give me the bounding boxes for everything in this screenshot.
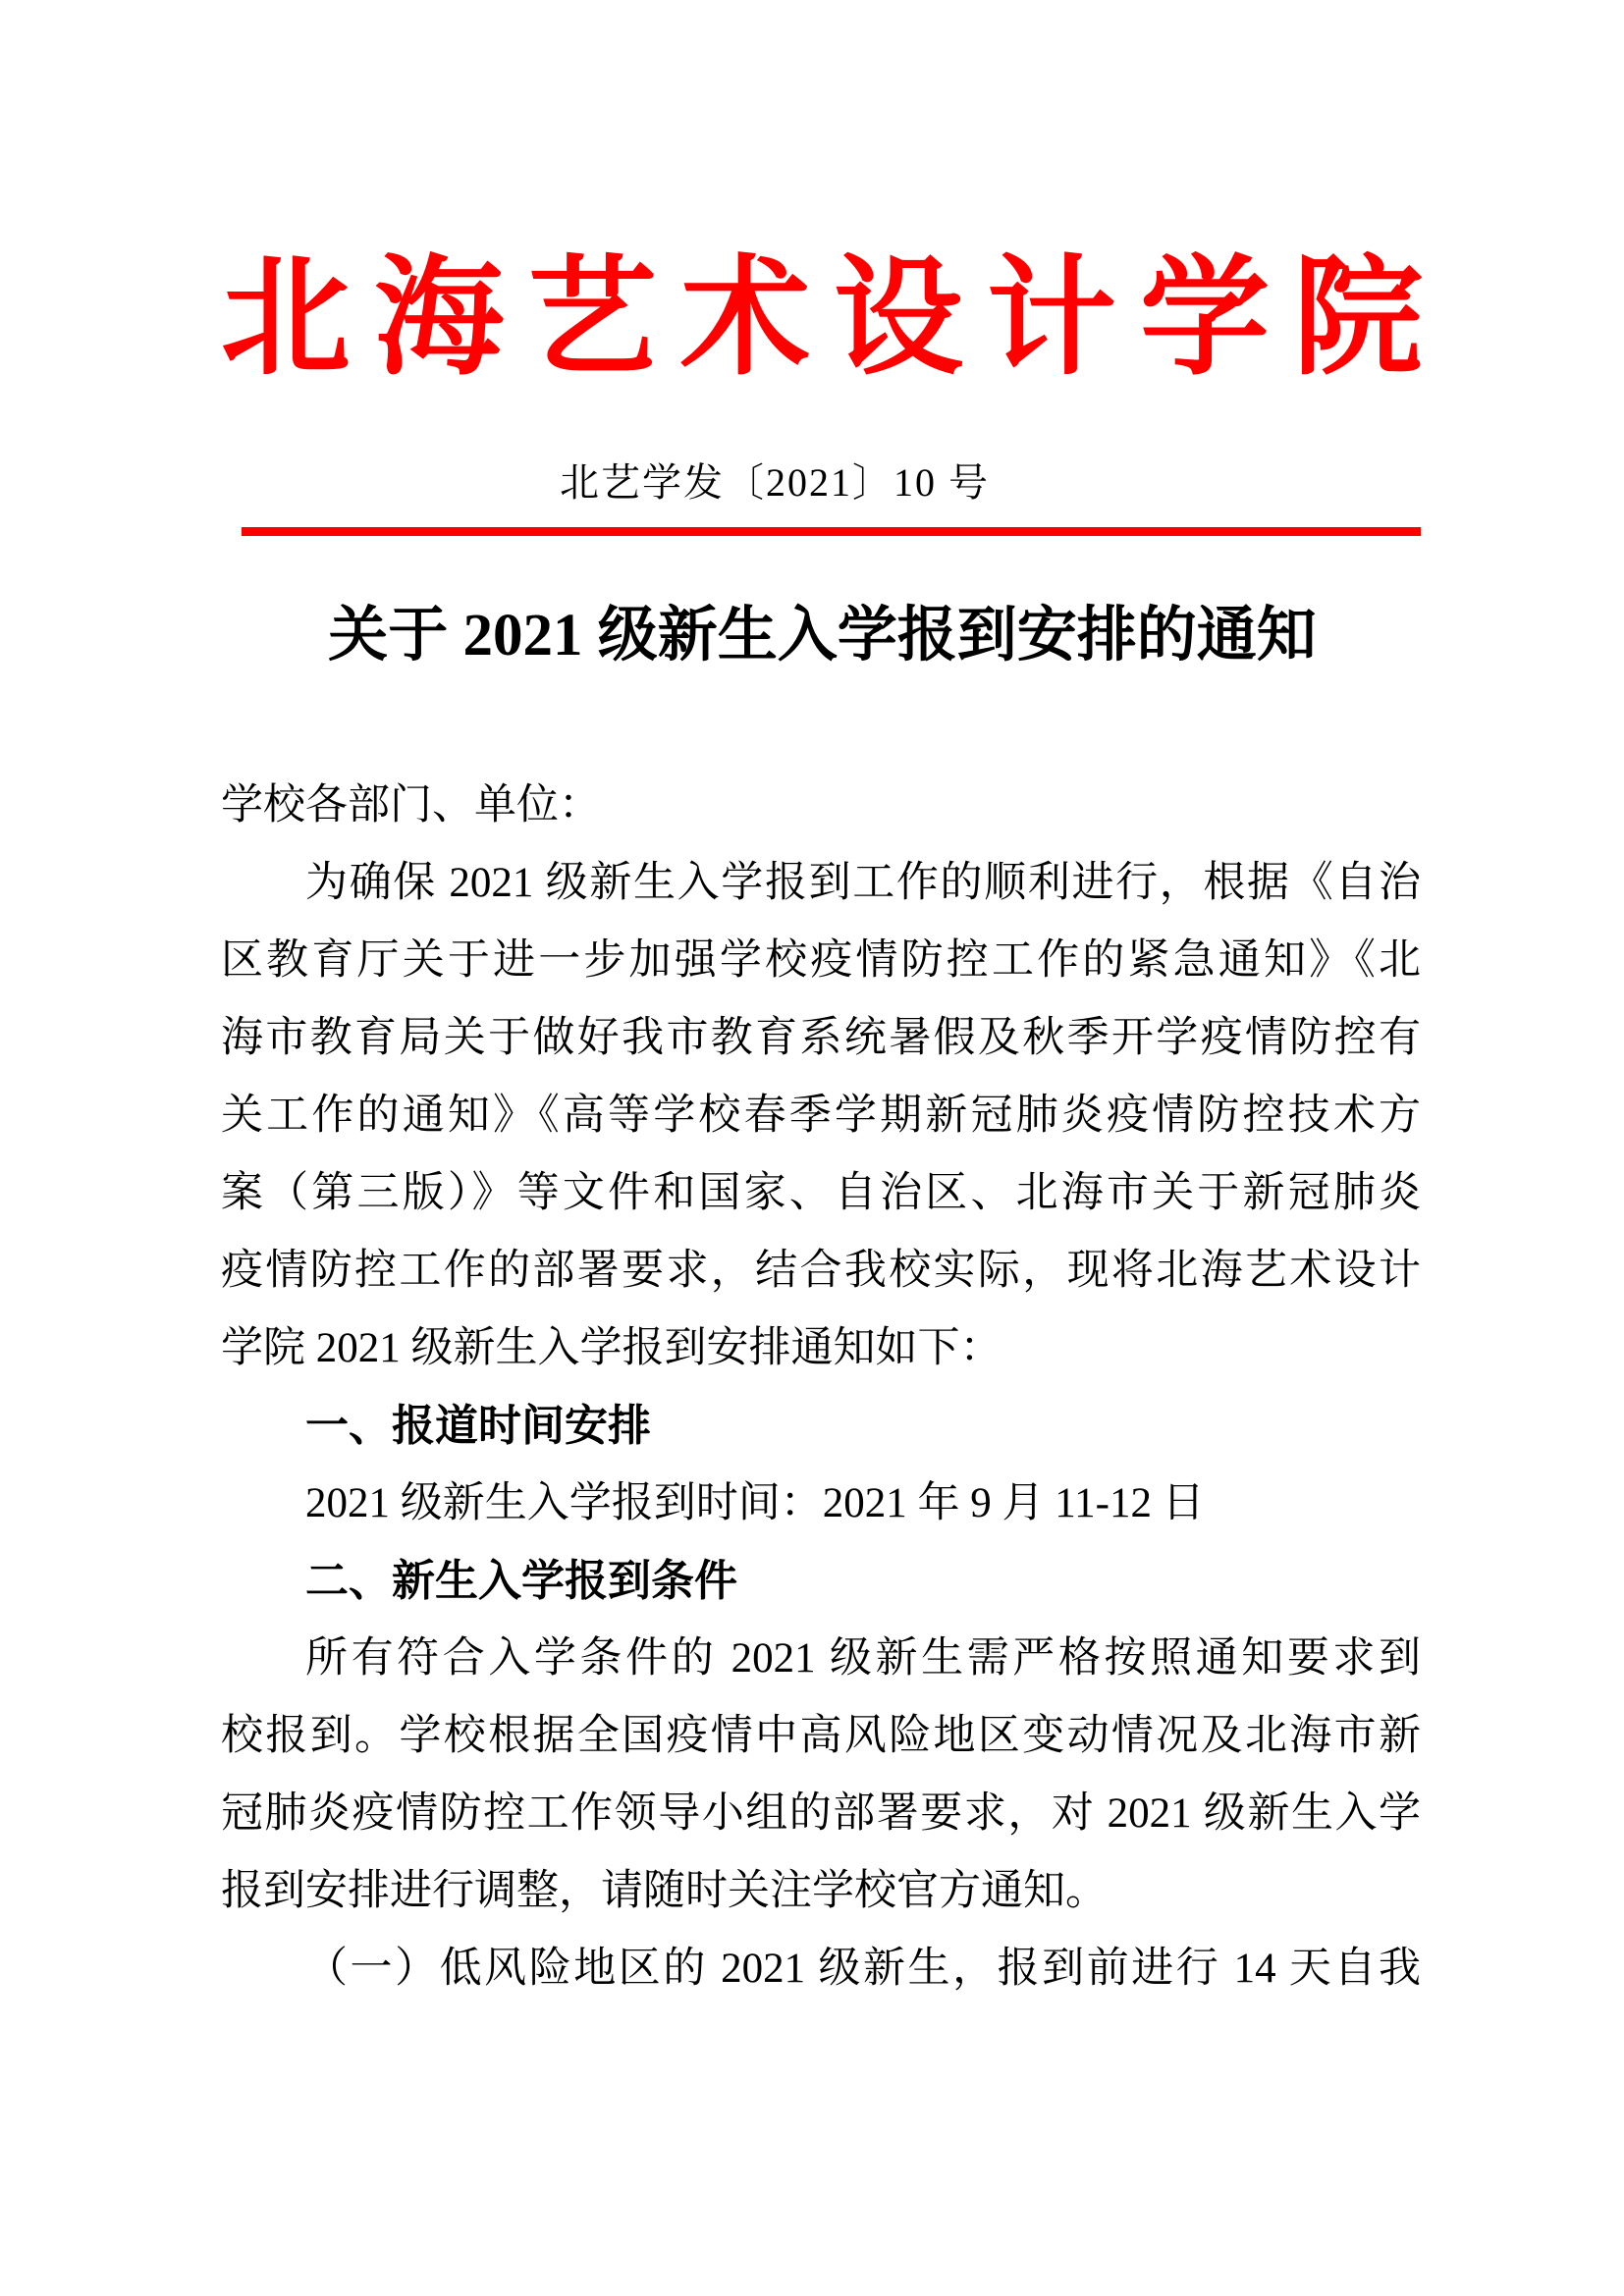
body-line: （一）低风险地区的 2021 级新生，报到前进行 14 天自我 <box>305 1946 1421 1992</box>
document-number: 北艺学发〔2021〕10 号 <box>560 460 990 505</box>
body-line: 案（第三版）》等文件和国家、自治区、北海市关于新冠肺炎 <box>221 1170 1421 1216</box>
body-line: 冠肺炎疫情防控工作领导小组的部署要求，对 2021 级新生入学 <box>221 1790 1421 1837</box>
section-heading-1: 一、报道时间安排 <box>305 1402 651 1450</box>
body-line: 校报到。学校根据全国疫情中高风险地区变动情况及北海市新 <box>221 1713 1421 1759</box>
body-line: 关工作的通知》《高等学校春季学期新冠肺炎疫情防控技术方 <box>221 1093 1421 1139</box>
body-line: 2021 级新生入学报到时间：2021 年 9 月 11-12 日 <box>305 1480 1205 1526</box>
notice-title: 关于 2021 级新生入学报到安排的通知 <box>328 603 1317 668</box>
body-line: 学院 2021 级新生入学报到安排通知如下： <box>221 1325 1002 1371</box>
body-line: 所有符合入学条件的 2021 级新生需严格按照通知要求到 <box>305 1635 1421 1682</box>
body-line: 海市教育局关于做好我市教育系统暑假及秋季开学疫情防控有 <box>221 1015 1421 1061</box>
body-line: 区教育厅关于进一步加强学校疫情防控工作的紧急通知》《北 <box>221 937 1421 984</box>
body-line-salutation: 学校各部门、单位： <box>221 782 601 828</box>
notice-body <box>221 767 1421 2007</box>
school-name-banner: 北海艺术设计学院 <box>221 246 1446 391</box>
body-line: 疫情防控工作的部署要求，结合我校实际，现将北海艺术设计 <box>221 1248 1421 1294</box>
red-divider-line <box>242 527 1421 536</box>
section-heading-2: 二、新生入学报到条件 <box>305 1557 737 1605</box>
body-line: 为确保 2021 级新生入学报到工作的顺利进行，根据《自治 <box>305 860 1421 906</box>
body-line: 报到安排进行调整，请随时关注学校官方通知。 <box>221 1868 1108 1914</box>
